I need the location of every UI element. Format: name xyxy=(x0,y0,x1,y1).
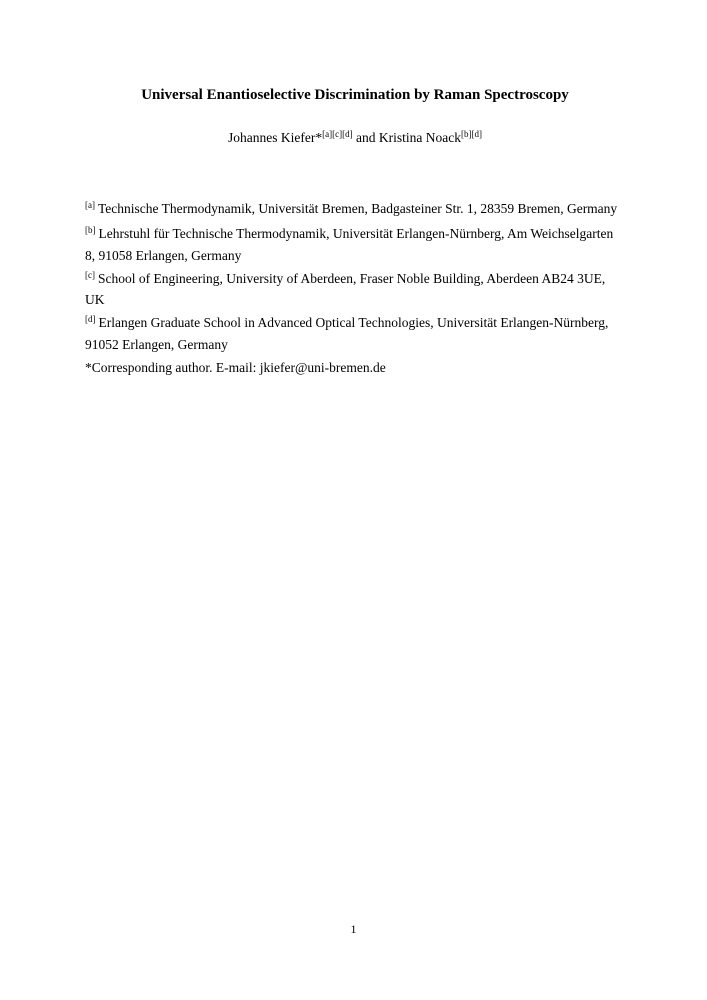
affiliation-paragraph xyxy=(85,224,625,265)
affiliation-marker: [c] xyxy=(85,269,95,280)
affiliation-paragraph xyxy=(85,269,625,310)
affiliation-paragraph xyxy=(85,199,625,221)
affiliation-text: Erlangen Graduate School in Advanced Optical Technologies, Universität Erlangen-Nürnberg, 91052 Erlangen, Germany xyxy=(85,315,609,352)
affiliation-marker: [d] xyxy=(85,314,96,324)
page-content xyxy=(85,85,625,377)
affiliation-text: Technische Thermodynamik, Universität Bremen, Badgasteiner Str. 1, 28359 Bremen, Germany xyxy=(98,201,618,216)
author2-name: Kristina Noack xyxy=(378,130,461,145)
author2-affiliation-superscript: [b][d] xyxy=(460,129,482,139)
author-line xyxy=(85,128,625,149)
author-connector: and xyxy=(352,130,379,145)
corresponding-author-line: *Corresponding author. E-mail: jkiefer@uni-bremen.de xyxy=(85,359,386,375)
affiliation-text: School of Engineering, University of Aberdeen, Fraser Noble Building, Aberdeen AB24 3UE, UK xyxy=(85,270,606,307)
affiliation-text: Lehrstuhl für Technische Thermodynamik, Universität Erlangen-Nürnberg, Am Weichselgarten 8, 91058 Erlangen, Germany xyxy=(85,226,614,263)
paper-title: Universal Enantioselective Discrimination by Raman Spectroscopy xyxy=(141,87,569,103)
affiliation-marker: [b] xyxy=(85,225,96,235)
page-number: 1 xyxy=(350,922,357,936)
author1-affiliation-superscript: [a][c][d] xyxy=(322,129,353,139)
author1-name: Johannes Kiefer* xyxy=(228,130,323,145)
affiliation-paragraph xyxy=(85,313,625,354)
affiliation-marker: [a] xyxy=(85,200,95,210)
